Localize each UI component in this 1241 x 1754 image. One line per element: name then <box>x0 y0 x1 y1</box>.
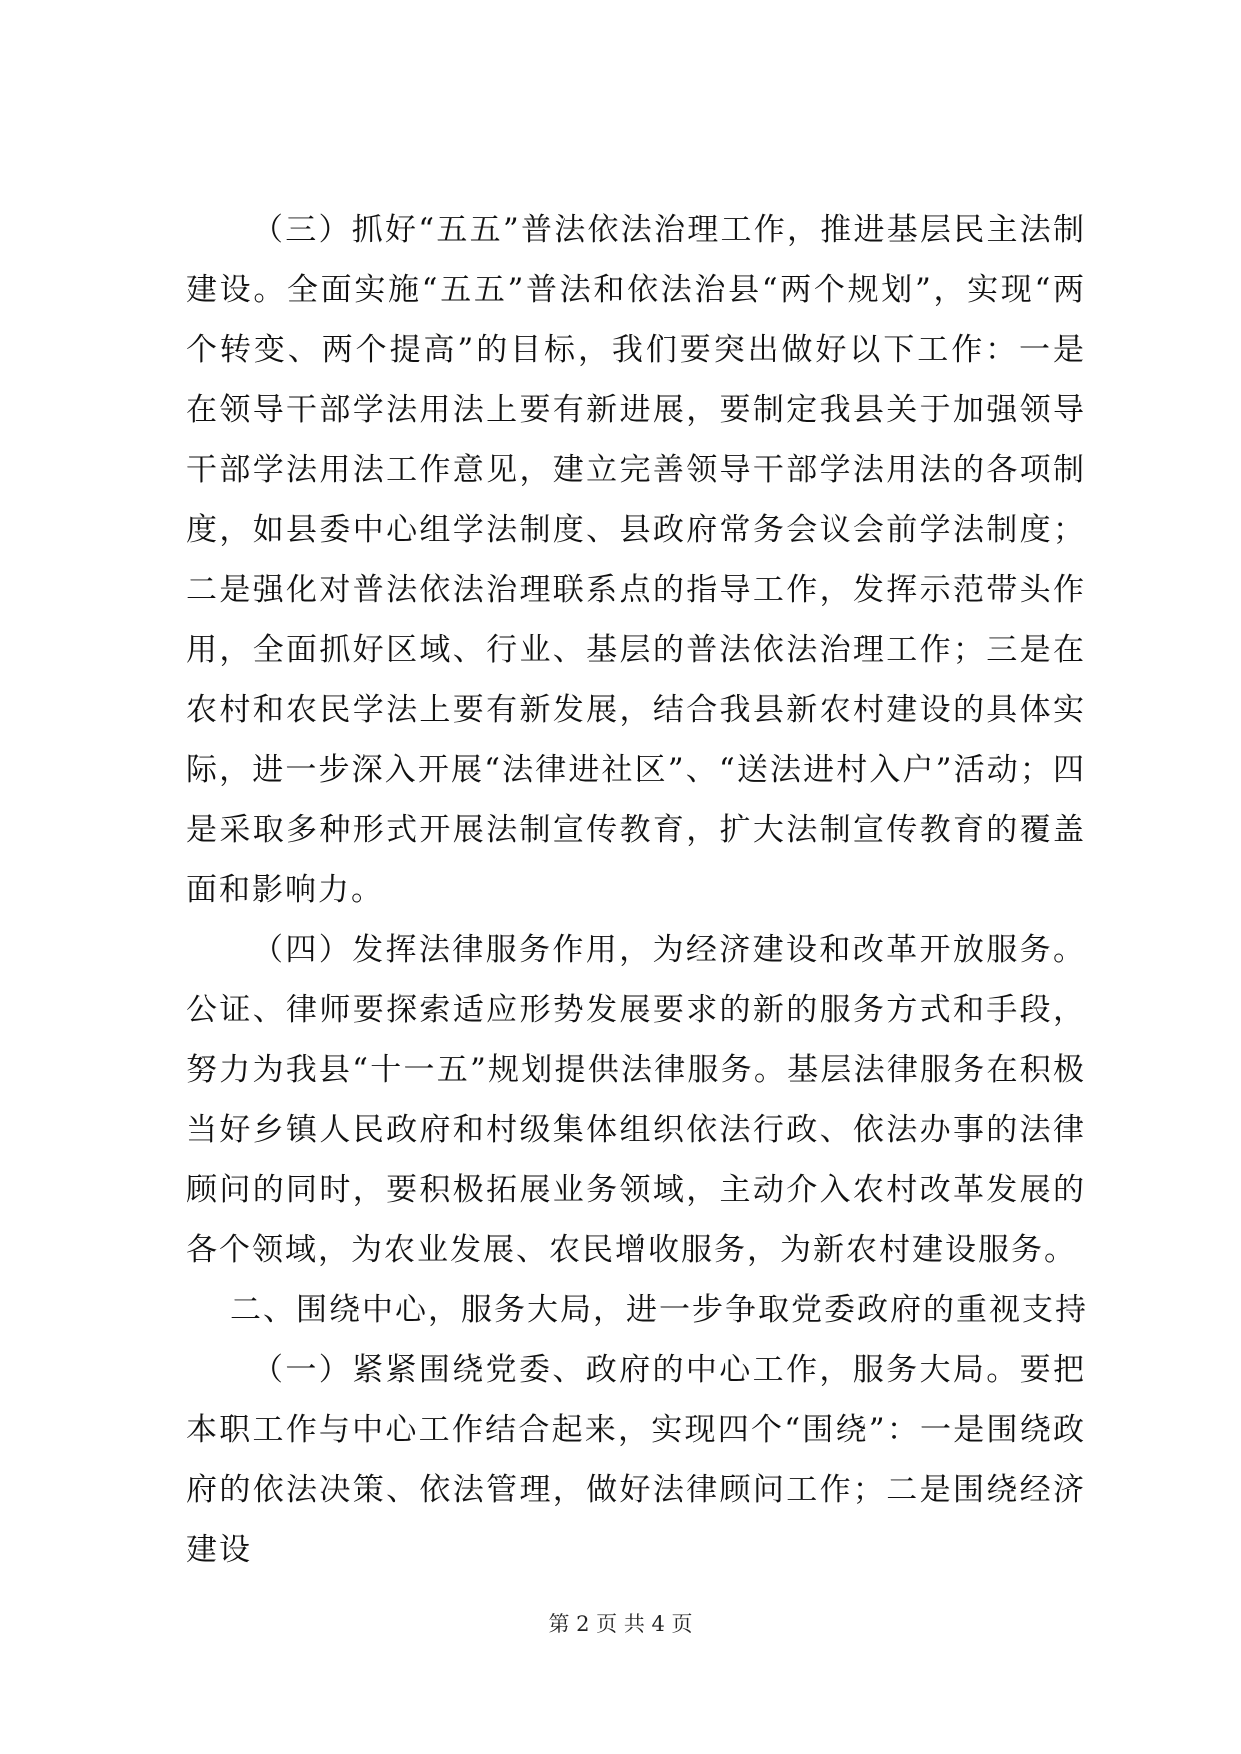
section-heading: 二、围绕中心，服务大局，进一步争取党委政府的重视支持 <box>230 1292 1088 1328</box>
page-number-footer: 第 2 页 共 4 页 <box>548 1612 693 1636</box>
paragraph-pufa: （三）抓好“五五”普法依法治理工作，推进基层民主法制建设。全面实施“五五”普法和依法治县“两个规划”，实现“两个转变、两个提高”的目标，我们要突出做好以下工作：一是在领导干部学法用法上要有新进展，要制定我县关于加强领导干部学法用法工作意见，建立完善领导干部学法用法的各项制度，如县委中心组学法制度、县政府常务会议会前学法制度；二是强化对普法依法治理联系点的指导工作，发挥示范带头作用，全面抓好区域、行业、基层的普法依法治理工作；三是在农村和农民学法上要有新发展，结合我县新农村建设的具体实际，进一步深入开展“法律进社区”、“送法进村入户”活动；四是采取多种形式开展法制宣传教育，扩大法制宣传教育的覆盖面和影响力。 <box>186 212 1086 908</box>
paragraph-central-work: （一）紧紧围绕党委、政府的中心工作，服务大局。要把本职工作与中心工作结合起来，实现四个“围绕”：一是围绕政府的依法决策、依法管理，做好法律顾问工作；二是围绕经济建设 <box>186 1352 1086 1568</box>
paragraph-legal-services: （四）发挥法律服务作用，为经济建设和改革开放服务。公证、律师要探索适应形势发展要求的新的服务方式和手段，努力为我县“十一五”规划提供法律服务。基层法律服务在积极当好乡镇人民政府和村级集体组织依法行政、依法办事的法律顾问的同时，要积极拓展业务领域，主动介入农村改革发展的各个领域，为农业发展、农民增收服务，为新农村建设服务。 <box>186 932 1086 1268</box>
document-body <box>186 200 1086 1580</box>
